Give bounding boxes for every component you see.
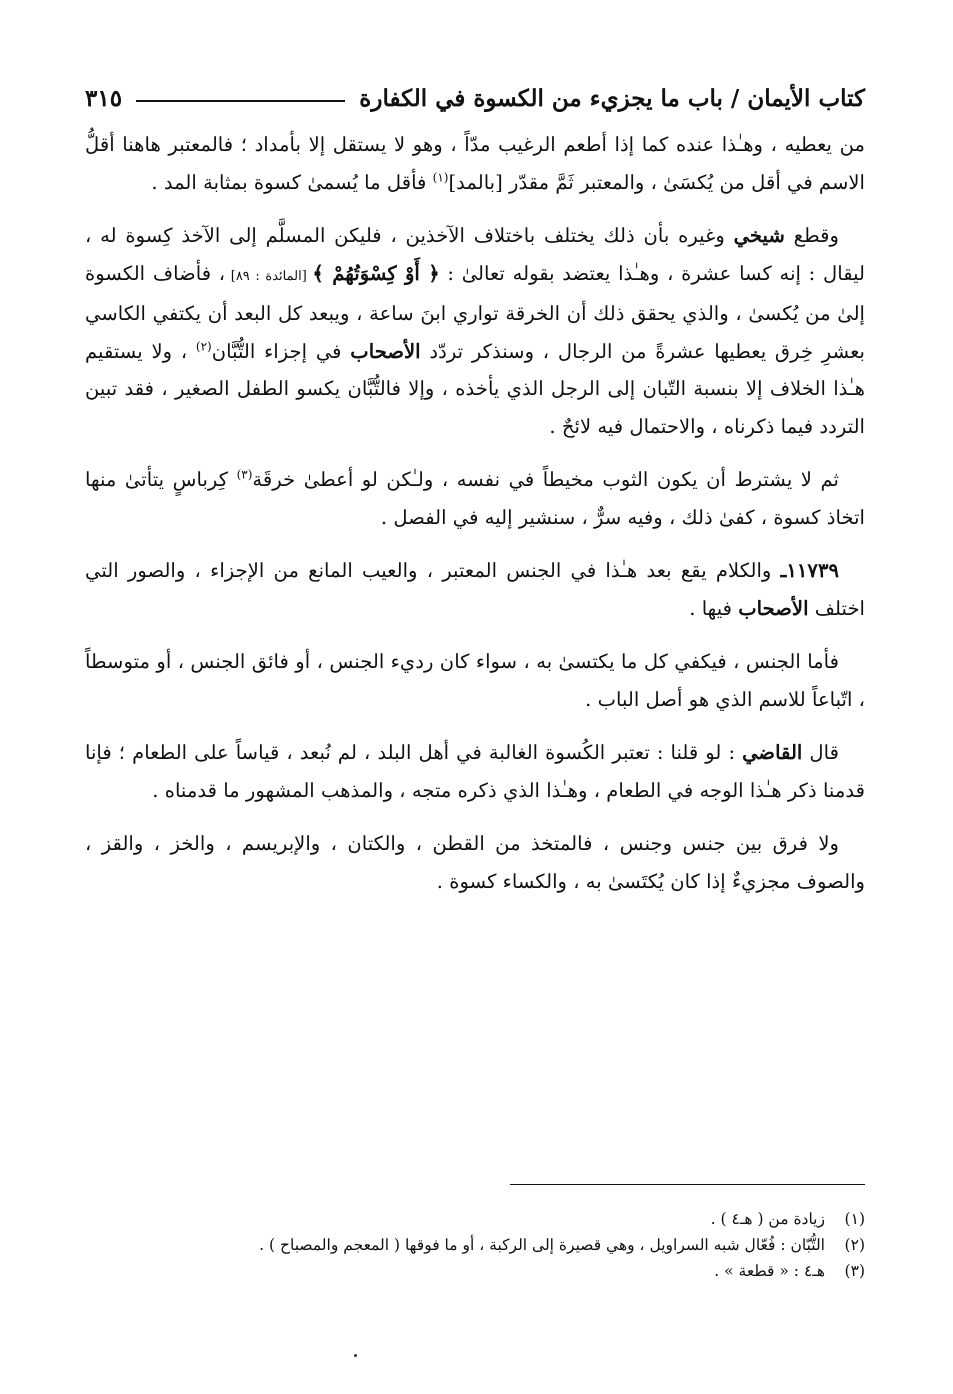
running-header xyxy=(85,76,865,120)
paragraph-5 xyxy=(85,643,865,718)
bold-term: شيخي xyxy=(733,224,785,247)
paragraph-7 xyxy=(85,825,865,900)
footnote-separator xyxy=(510,1184,865,1185)
bold-term: الأصحاب xyxy=(738,596,809,620)
paragraph-3 xyxy=(85,461,865,536)
quran-quote: ﴿ أَوْ كِسْوَتُهُمْ ﴾ xyxy=(312,261,440,285)
footnote-number: (٢) xyxy=(844,1236,865,1254)
footnote-ref-1: (١) xyxy=(432,169,449,184)
text-run: وغيره بأن ذلك يختلف باختلاف الآخذين ، فليكن المسلَّم إلى الآخذ كِسوة له ، ليقال : إنه كسا عشرة ، وهـٰذا يعتضد بقوله تعالىٰ : xyxy=(85,224,865,285)
paragraph-2 xyxy=(85,217,865,445)
text-run: ثم لا يشترط أن يكون الثوب مخيطاً في نفسه ، ولـٰكن لو أعطىٰ خرقَة xyxy=(252,468,839,491)
text-run: وقطع xyxy=(784,224,839,247)
text-run: قال xyxy=(802,741,839,764)
bold-term: القاضي xyxy=(742,741,803,764)
footnote-item xyxy=(85,1206,865,1232)
print-speck xyxy=(354,1354,357,1357)
text-run: فيها . xyxy=(689,596,739,620)
text-run: : لو قلنا : تعتبر الكُسوة الغالبة في أهل البلد ، لم نُبعد ، قياساً على الطعام ؛ فإنا قدمنا ذكر هـٰذا الوجه في الطعام ، وهـٰذا الذي ذكره متجه ، والمذهب المشهور ما قدمناه . xyxy=(85,741,865,802)
bold-term: الأصحاب xyxy=(350,339,421,363)
text-run: كِرباسٍ يتأتىٰ منها اتخاذ كسوة ، كفىٰ ذلك ، وفيه سرٌّ ، سنشير إليه في الفصل . xyxy=(85,468,865,529)
text-run: من يعطيه ، وهـٰذا عنده كما إذا أطعم الرغيب مدّاً ، وهو لا يستقل إلا بأمداد ؛ فالمعتبر هاهنا أقلُّ الاسم في أقل من يُكسَىٰ ، والمعتبر ثَمَّ مقدّر [بالمد] xyxy=(85,133,865,194)
footnote-number: (٣) xyxy=(844,1262,865,1280)
footnote-item xyxy=(85,1232,865,1258)
text-run: فأقل ما يُسمىٰ كسوة بمثابة المد . xyxy=(151,170,433,194)
header-title: كتاب الأيمان / باب ما يجزيء من الكسوة في الكفارة xyxy=(359,84,865,112)
footnote-text: زيادة من ( هـ٤ ) . xyxy=(710,1210,825,1228)
quran-citation: [المائدة : ٨٩] xyxy=(225,268,313,284)
paragraph-4 xyxy=(85,552,865,627)
paragraph-1 xyxy=(85,126,865,201)
section-number: ١١٧٣٩ـ xyxy=(780,559,839,582)
text-run: والكلام يقع بعد هـٰذا في الجنس المعتبر ، والعيب المانع من الإجزاء ، والصور التي اختلف xyxy=(85,559,865,620)
footnote-number: (١) xyxy=(844,1210,865,1228)
text-run: فأما الجنس ، فيكفي كل ما يكتسىٰ به ، سواء كان رديء الجنس ، أو فائق الجنس ، أو متوسطاً ، اتّباعاً للاسم الذي هو أصل الباب . xyxy=(85,650,865,711)
text-run: ، ولا يستقيم هـٰذا الخلاف إلا بنسبة التّبان إلى الرجل الذي يأخذه ، وإلا فالتُّبَّان يكسو الطفل الصغير ، فقد تبين التردد فيما ذكرناه ، والاحتمال فيه لائحٌ . xyxy=(85,339,865,438)
footnote-text: هـ٤ : « قطعة » . xyxy=(714,1262,825,1280)
text-run: ، فأضاف الكسوة إلىٰ من يُكسىٰ ، والذي يحقق ذلك أن الخرقة تواري ابنَ ساعة ، ويبعد كل البعد أن يكتفي الكاسي بعشرِ خِرق يعطيها عشرةً من الرجال ، وسنذكر تردّد xyxy=(85,261,865,363)
header-rule xyxy=(136,100,345,102)
footnote-ref-3: (٣) xyxy=(236,467,253,482)
text-run: ولا فرق بين جنس وجنس ، فالمتخذ من القطن ، والكتان ، والإبريسم ، والخز ، والقز ، والصوف مجزيءٌ إذا كان يُكتَسىٰ به ، والكساء كسوة . xyxy=(85,832,865,893)
paragraph-6 xyxy=(85,734,865,809)
footnote-item xyxy=(85,1258,865,1284)
footnote-ref-2: (٢) xyxy=(195,338,212,353)
page-number: ٣١٥ xyxy=(85,84,123,112)
footnote-text: التُّبّان : فُعّال شبه السراويل ، وهي قصيرة إلى الركبة ، أو ما فوقها ( المعجم والمصباح ) . xyxy=(259,1236,825,1254)
footnotes xyxy=(85,1206,865,1284)
text-run: في إجزاء التُّبَّان xyxy=(211,339,351,363)
main-text xyxy=(85,126,865,916)
